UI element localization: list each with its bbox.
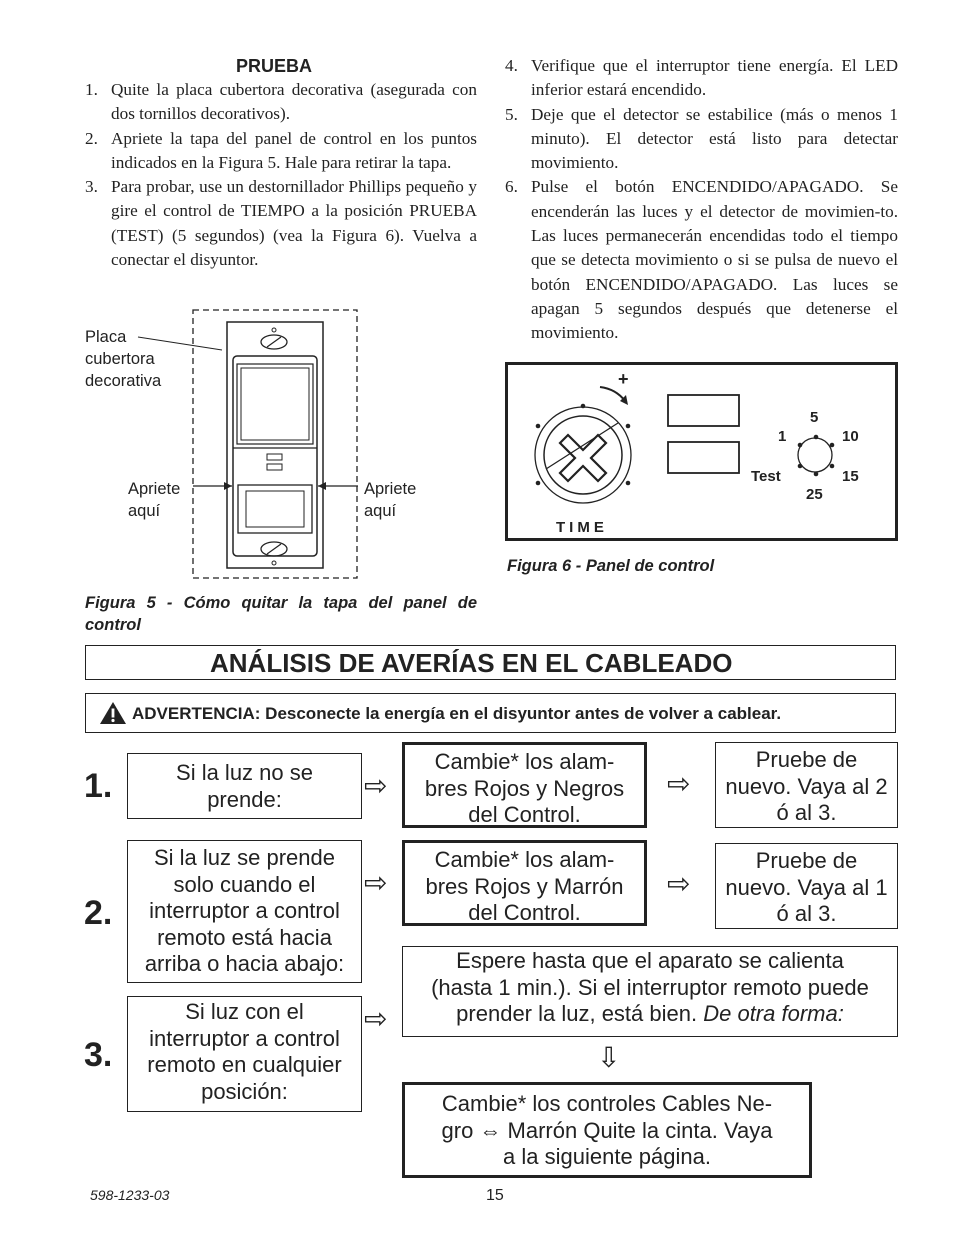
screw-top-icon — [261, 335, 287, 349]
action-box-1: Cambie* los alam- bres Rojos y Negros del Control. — [402, 742, 647, 828]
steps-right — [505, 54, 898, 346]
condition-box-2: Si la luz se prende solo cuando el interruptor a control remoto está hacia arriba o hacia abajo: — [127, 840, 362, 983]
led-bottom — [267, 464, 282, 470]
warning-box — [85, 693, 896, 733]
dial-15: 15 — [842, 468, 859, 485]
wall-plate — [227, 322, 323, 568]
section-title-box — [85, 645, 896, 680]
test-dial-icon — [798, 435, 835, 477]
arrow-right-icon: ⇨ — [667, 868, 691, 899]
button-rect-bottom — [668, 442, 739, 473]
arrow-right-icon: ⇨ — [364, 1003, 388, 1034]
switch-diagram — [130, 300, 370, 590]
hole-bottom — [272, 561, 276, 565]
arrow-right-icon — [193, 482, 232, 490]
section-title: ANÁLISIS DE AVERÍAS EN EL CABLEADO — [210, 648, 733, 678]
warning-triangle-icon — [99, 701, 127, 725]
plate-leader-line — [138, 337, 222, 350]
prueba-heading: PRUEBA — [236, 56, 313, 76]
time-label: TIME — [556, 519, 608, 536]
dial-test: Test — [751, 468, 781, 485]
result-box-2: Pruebe de nuevo. Vaya al 1 ó al 3. — [715, 843, 898, 929]
cover-button-outer — [238, 485, 312, 533]
dial-5: 5 — [810, 409, 819, 426]
final-action-box: Cambie* los controles Cables Ne- gro ⇔ Marrón Quite la cinta. Vaya a la siguiente página. — [402, 1082, 812, 1178]
arrow-right-icon: ⇨ — [364, 770, 388, 801]
doc-number: 598-1233-03 — [90, 1187, 170, 1203]
arrow-right-icon: ⇨ — [667, 768, 691, 799]
fig5-caption: Figura 5 - Cómo quitar la tapa del panel de control — [85, 594, 477, 634]
result-box-1: Pruebe de nuevo. Vaya al 2 ó al 3. — [715, 742, 898, 828]
fig5-label-plate: Placa cubertora decorativa — [85, 328, 162, 390]
plus-sign: + — [618, 369, 629, 389]
led-top — [267, 454, 282, 460]
sensor-lens-inner — [241, 368, 309, 440]
wait-box: Espere hasta que el aparato se calienta (hasta 1 min.). Si el interruptor remoto puede prender la luz, está bien. De otra forma: — [402, 946, 898, 1037]
fig5-label-right: Apriete aquí — [364, 480, 417, 520]
dial-1: 1 — [778, 428, 787, 445]
page-number: 15 — [486, 1187, 504, 1204]
step-4: 4. Verifique que el interruptor tiene energía. El LED inferior estará encendido. — [505, 56, 898, 100]
cover-button-inner — [246, 491, 304, 527]
step-6: 6. Pulse el botón ENCENDIDO/APAGADO. Se encenderán las luces y el detector de movimien-to. Las luces permanecerán encendidas todo el tiempo que se detecta movimiento o si se pulsa de nuevo el botón ENCENDIDO/APAGADO. Las luces se apagan 5 segundos después que detenerse el movimiento. — [505, 177, 898, 343]
arrow-left-icon — [318, 482, 358, 490]
action-box-2: Cambie* los alam- bres Rojos y Marrón del Control. — [402, 840, 647, 926]
dial-25: 25 — [806, 486, 823, 503]
step-2: 2. Apriete la tapa del panel de control en los puntos indicados en la Figura 5. Hale para retirar la tapa. — [85, 128, 477, 172]
time-dial-icon — [535, 404, 631, 503]
screw-bottom-icon — [261, 542, 287, 556]
dial-10: 10 — [842, 428, 859, 445]
arrow-down-icon: ⇩ — [597, 1042, 621, 1073]
warning-text: ADVERTENCIA: Desconecte la energía en el disyuntor antes de volver a cablear. — [132, 704, 782, 723]
condition-box-3: Si luz con el interruptor a control remoto en cualquier posición: — [127, 996, 362, 1112]
step-5: 5. Deje que el detector se estabilice (más o menos 1 minuto). El detector está listo para detectar movimiento. — [505, 104, 898, 173]
control-panel-figure — [505, 362, 898, 541]
condition-box-1: Si la luz no se prende: — [127, 753, 362, 819]
step-1: 1. Quite la placa cubertora decorativa (asegurada con dos tornillos decorativos). — [85, 80, 477, 124]
steps-left — [85, 78, 477, 272]
row-number-1: 1. — [84, 767, 113, 805]
fig6-caption: Figura 6 - Panel de control — [507, 557, 715, 575]
step-3: 3. Para probar, use un destornillador Phillips pequeño y gire el control de TIEMPO a la posición PRUEBA (TEST) (5 segundos) (vea la Figura 6). Vuelva a conectar el disyuntor. — [85, 177, 477, 270]
row-number-3: 3. — [84, 1036, 113, 1074]
arrow-right-icon: ⇨ — [364, 867, 388, 898]
row-number-2: 2. — [84, 894, 113, 932]
hole-top — [272, 328, 276, 332]
sensor-lens-outer — [237, 364, 313, 444]
button-rect-top — [668, 395, 739, 426]
fig5-label-left: Apriete aquí — [128, 480, 181, 520]
